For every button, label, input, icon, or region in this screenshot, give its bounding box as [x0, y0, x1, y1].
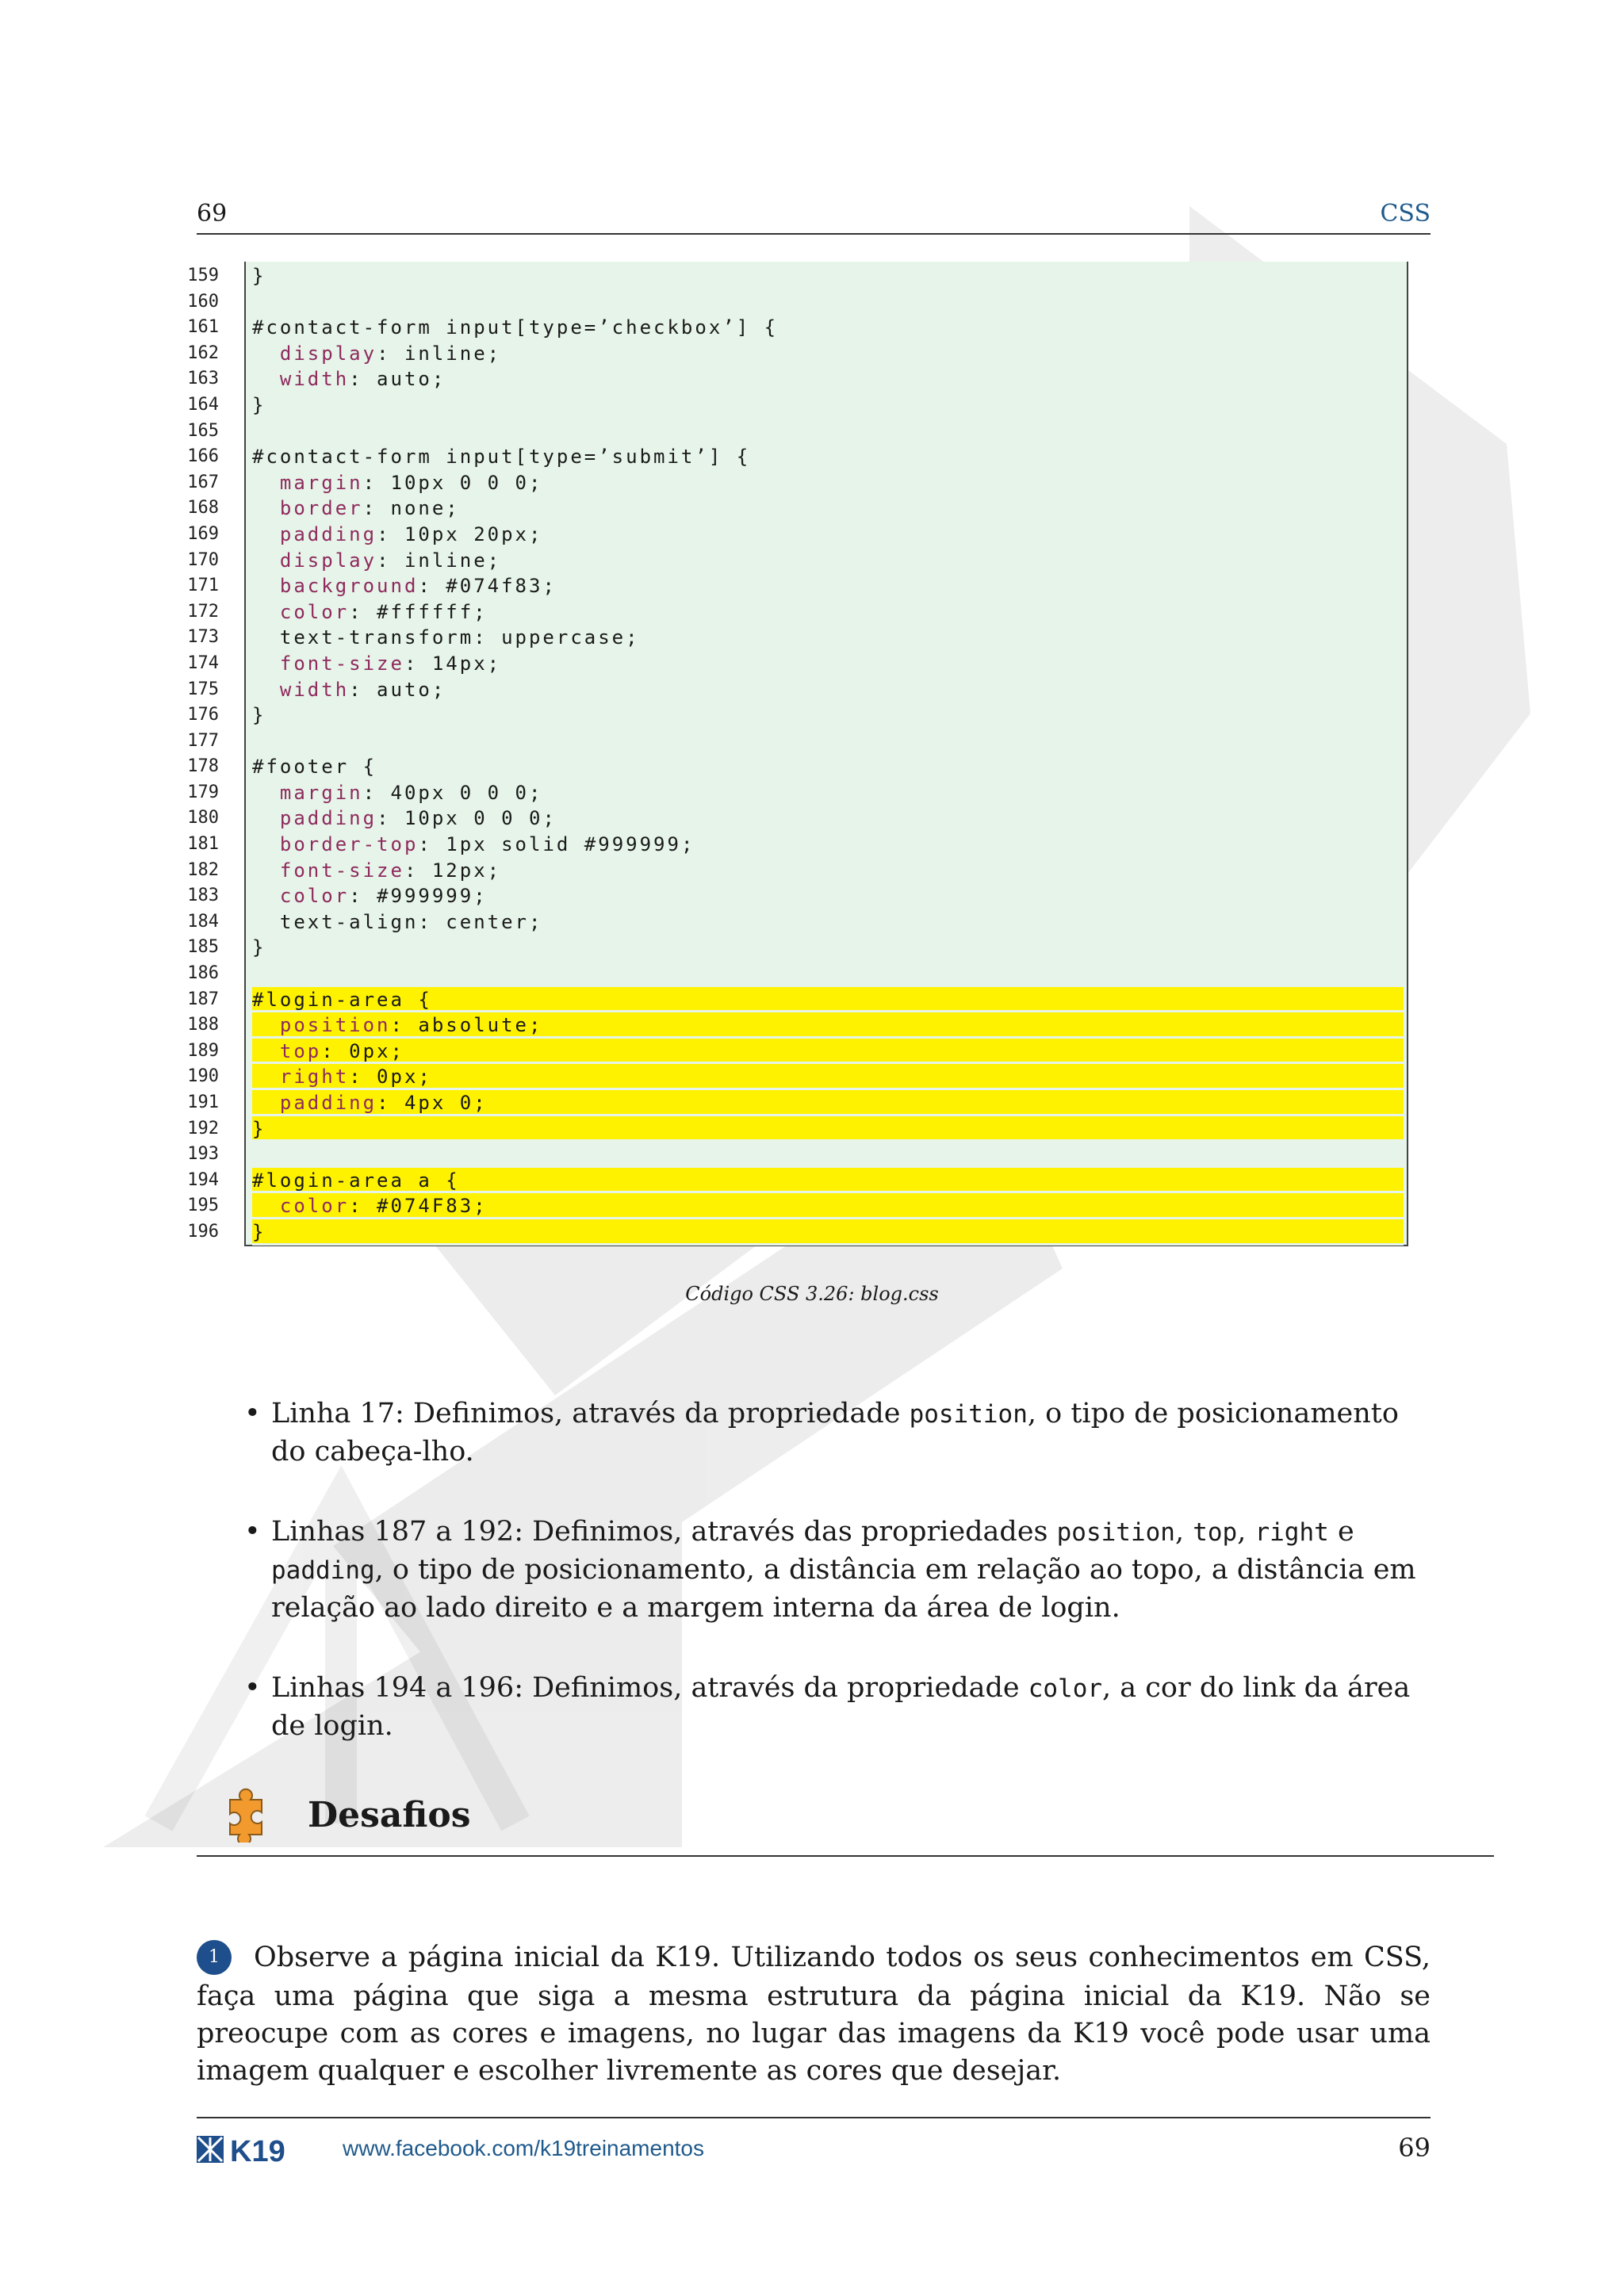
code-line	[252, 548, 1404, 574]
code-line	[252, 341, 1404, 367]
line-number: 183	[187, 886, 219, 906]
line-number: 174	[187, 652, 219, 673]
code-token: : auto;	[349, 368, 446, 391]
code-token	[252, 497, 280, 519]
css-property: border-top	[279, 833, 419, 856]
line-number: 160	[187, 291, 219, 312]
section-title-text: Desafios	[308, 1795, 471, 1835]
header-chapter-title: CSS	[1380, 200, 1431, 228]
code-token: : 10px 0 0 0;	[362, 471, 543, 494]
css-property: font-size	[279, 652, 404, 675]
code-token	[252, 342, 280, 365]
code-token: #login-area {	[252, 988, 432, 1011]
bullet-text: Linhas 194 a 196: Definimos, através da propriedade	[271, 1672, 1028, 1704]
line-number: 196	[187, 1221, 219, 1242]
highlighted-code-line	[252, 1193, 1404, 1219]
code-line	[252, 858, 1404, 884]
code-token: #contact-form input[type=’submit’] {	[252, 446, 751, 469]
code-token: : 10px 0 0 0;	[377, 807, 557, 830]
line-number: 193	[187, 1144, 219, 1165]
bullet-list	[244, 1395, 1431, 1788]
highlighted-code-line	[252, 1039, 1404, 1065]
bullet-text: e	[1328, 1516, 1354, 1548]
line-number: 169	[187, 523, 219, 544]
code-line	[252, 729, 1404, 755]
code-token	[252, 575, 280, 597]
k19-logo	[197, 2134, 320, 2164]
bullet-item	[244, 1670, 1431, 1745]
footer-page-number: 69	[1398, 2133, 1431, 2163]
highlighted-code-line	[252, 1064, 1404, 1090]
code-line	[252, 883, 1404, 909]
code-token: : 12px;	[404, 859, 502, 882]
code-line	[252, 470, 1404, 496]
css-property: font-size	[279, 859, 404, 882]
code-token	[252, 601, 280, 623]
page-header	[197, 197, 1431, 235]
code-line	[252, 496, 1404, 522]
code-token: #contact-form input[type=’checkbox’] {	[252, 316, 779, 339]
code-token: : 1px solid #999999;	[418, 833, 695, 856]
line-number: 159	[187, 266, 219, 285]
code-token	[252, 782, 280, 804]
code-token: : none;	[362, 497, 460, 520]
bullet-text: , a cor do link da área de login.	[271, 1672, 1411, 1742]
bullet-text: ,	[1237, 1516, 1255, 1548]
highlighted-code-line	[252, 1219, 1404, 1246]
css-property: color	[279, 1195, 350, 1218]
code-line	[252, 315, 1404, 341]
line-number: 185	[187, 937, 219, 958]
code-line	[252, 366, 1404, 392]
line-number: 168	[187, 498, 219, 519]
code-token: : 40px 0 0 0;	[362, 781, 543, 804]
code-token: : 14px;	[404, 652, 502, 675]
line-number: 182	[187, 859, 219, 880]
highlighted-code-line	[252, 1090, 1404, 1116]
css-property: margin	[279, 471, 363, 494]
line-number: 190	[187, 1066, 219, 1087]
code-token: : 0px;	[321, 1039, 404, 1062]
code-token	[252, 1040, 280, 1062]
inline-code: position	[909, 1400, 1028, 1429]
code-token	[252, 1195, 280, 1217]
inline-code: top	[1193, 1518, 1238, 1547]
code-line	[252, 289, 1404, 316]
css-property: width	[279, 678, 350, 701]
line-number: 179	[187, 782, 219, 802]
code-token: }	[252, 936, 266, 959]
line-number: 166	[187, 446, 219, 467]
line-number: 162	[187, 342, 219, 363]
css-property: right	[279, 1066, 350, 1089]
inline-code: right	[1254, 1518, 1329, 1547]
code-caption: Código CSS 3.26: blog.css	[685, 1283, 939, 1305]
css-property: position	[279, 1014, 391, 1037]
code-token: : #074f83;	[418, 575, 557, 598]
code-token: : inline;	[377, 549, 502, 572]
line-number: 187	[187, 989, 219, 1009]
code-token	[252, 885, 280, 907]
exercise-text: Observe a página inicial da K19. Utilizando todos os seus conhecimentos em CSS, faça uma página que siga a mesma estrutura da página inicial da K19. Não se preocupe com as cores e imagens, no lugar das imagens da K19 você pode usar uma imagem qualquer e escolher livremente as cores que desejar.	[197, 1942, 1431, 2087]
css-property: width	[279, 368, 350, 391]
line-number: 167	[187, 472, 219, 492]
css-property: display	[279, 342, 377, 365]
code-line	[252, 625, 1404, 651]
inline-code: padding	[271, 1556, 375, 1585]
line-number: 165	[187, 420, 219, 441]
code-token: }	[252, 704, 266, 727]
css-property: border	[279, 497, 363, 520]
code-line	[252, 754, 1404, 780]
bullet-item	[244, 1513, 1431, 1627]
inline-code: position	[1056, 1518, 1175, 1547]
code-token	[252, 549, 280, 572]
code-line	[252, 573, 1404, 599]
code-token: : absolute;	[390, 1014, 543, 1037]
exercise-number-badge: 1	[197, 1940, 232, 1975]
code-line	[252, 392, 1404, 419]
code-token: : #074F83;	[349, 1195, 488, 1218]
line-number: 181	[187, 834, 219, 855]
code-token: : 10px 20px;	[377, 522, 543, 545]
code-token: #login-area a {	[252, 1169, 460, 1192]
css-property: color	[279, 600, 350, 623]
bullet-text: Linha 17: Definimos, através da propriedade	[271, 1398, 910, 1429]
highlighted-code-line	[252, 1168, 1404, 1194]
code-token: }	[252, 1117, 266, 1140]
css-property: display	[279, 549, 377, 572]
line-number: 172	[187, 601, 219, 622]
inline-code: color	[1028, 1674, 1103, 1703]
css-property: color	[279, 885, 350, 908]
line-number: 180	[187, 808, 219, 828]
code-line	[252, 961, 1404, 987]
code-token	[252, 679, 280, 701]
code-listing	[165, 262, 1410, 1249]
line-number: 186	[187, 963, 219, 984]
css-property: background	[279, 575, 419, 598]
line-number: 194	[187, 1169, 219, 1190]
bullet-text: , o tipo de posicionamento, a distância em relação ao topo, a distância em relação ao lado direito e a margem interna da área de login.	[271, 1554, 1416, 1624]
code-line	[252, 651, 1404, 677]
logo-text: K19	[230, 2135, 285, 2164]
code-token: : 4px 0;	[377, 1092, 488, 1114]
line-number: 178	[187, 756, 219, 777]
code-token: : 0px;	[349, 1066, 432, 1089]
code-token	[252, 833, 280, 855]
code-line	[252, 444, 1404, 470]
code-token: #footer {	[252, 756, 377, 779]
code-token: : #999999;	[349, 885, 488, 908]
line-number: 195	[187, 1196, 219, 1216]
code-token	[252, 523, 280, 545]
code-line	[252, 806, 1404, 832]
code-line	[252, 909, 1404, 936]
code-token: text-align: center;	[252, 910, 543, 933]
css-property: margin	[279, 781, 363, 804]
code-token	[252, 652, 280, 675]
code-token	[252, 472, 280, 494]
code-token	[252, 807, 280, 829]
line-number: 164	[187, 394, 219, 415]
line-number: 161	[187, 317, 219, 338]
code-line	[252, 702, 1404, 729]
section-heading	[197, 1782, 1494, 1857]
line-number: 188	[187, 1015, 219, 1035]
code-line	[252, 419, 1404, 445]
bullet-text: ,	[1174, 1516, 1193, 1548]
code-token	[252, 1092, 280, 1114]
code-token	[252, 368, 280, 390]
exercise-1	[197, 1939, 1431, 2090]
css-property: padding	[279, 522, 377, 545]
code-box	[244, 262, 1408, 1246]
line-number: 175	[187, 679, 219, 699]
line-number-gutter	[165, 263, 219, 1246]
header-page-number: 69	[197, 200, 228, 228]
page-footer	[197, 2117, 1431, 2174]
puzzle-icon	[219, 1782, 271, 1843]
facebook-link[interactable]: www.facebook.com/k19treinamentos	[343, 2136, 704, 2160]
code-line	[252, 599, 1404, 626]
line-number: 191	[187, 1093, 219, 1112]
css-property: top	[279, 1039, 322, 1062]
code-line	[252, 935, 1404, 961]
code-token: : inline;	[377, 342, 502, 365]
code-line	[252, 522, 1404, 548]
line-number: 192	[187, 1118, 219, 1138]
line-number: 170	[187, 549, 219, 570]
code-line	[252, 1142, 1404, 1168]
line-number: 176	[187, 705, 219, 725]
code-token: text-transform: uppercase;	[252, 626, 640, 649]
code-token: : auto;	[349, 678, 446, 701]
code-line	[252, 832, 1404, 858]
css-property: padding	[279, 807, 377, 830]
highlighted-code-line	[252, 1116, 1404, 1142]
code-token: }	[252, 1220, 266, 1243]
highlighted-code-line	[252, 987, 1404, 1013]
bullet-text: Linhas 187 a 192: Definimos, através das propriedades	[271, 1516, 1057, 1548]
line-number: 177	[187, 730, 219, 751]
code-line	[252, 780, 1404, 806]
code-token: : #ffffff;	[349, 600, 488, 623]
line-number: 189	[187, 1040, 219, 1061]
code-token: }	[252, 265, 266, 287]
css-property: padding	[279, 1092, 377, 1114]
code-line	[252, 677, 1404, 703]
code-line	[252, 263, 1404, 289]
code-token	[252, 859, 280, 882]
highlighted-code-line	[252, 1012, 1404, 1039]
code-token	[252, 1066, 280, 1088]
code-lines	[252, 263, 1404, 1246]
line-number: 163	[187, 369, 219, 389]
bullet-text: , o tipo de posicionamento do cabeça-lho.	[271, 1398, 1399, 1468]
bullet-item	[244, 1395, 1431, 1471]
code-token	[252, 1014, 280, 1036]
line-number: 173	[187, 627, 219, 648]
code-token: }	[252, 393, 266, 416]
line-number: 171	[187, 576, 219, 596]
line-number: 184	[187, 911, 219, 932]
